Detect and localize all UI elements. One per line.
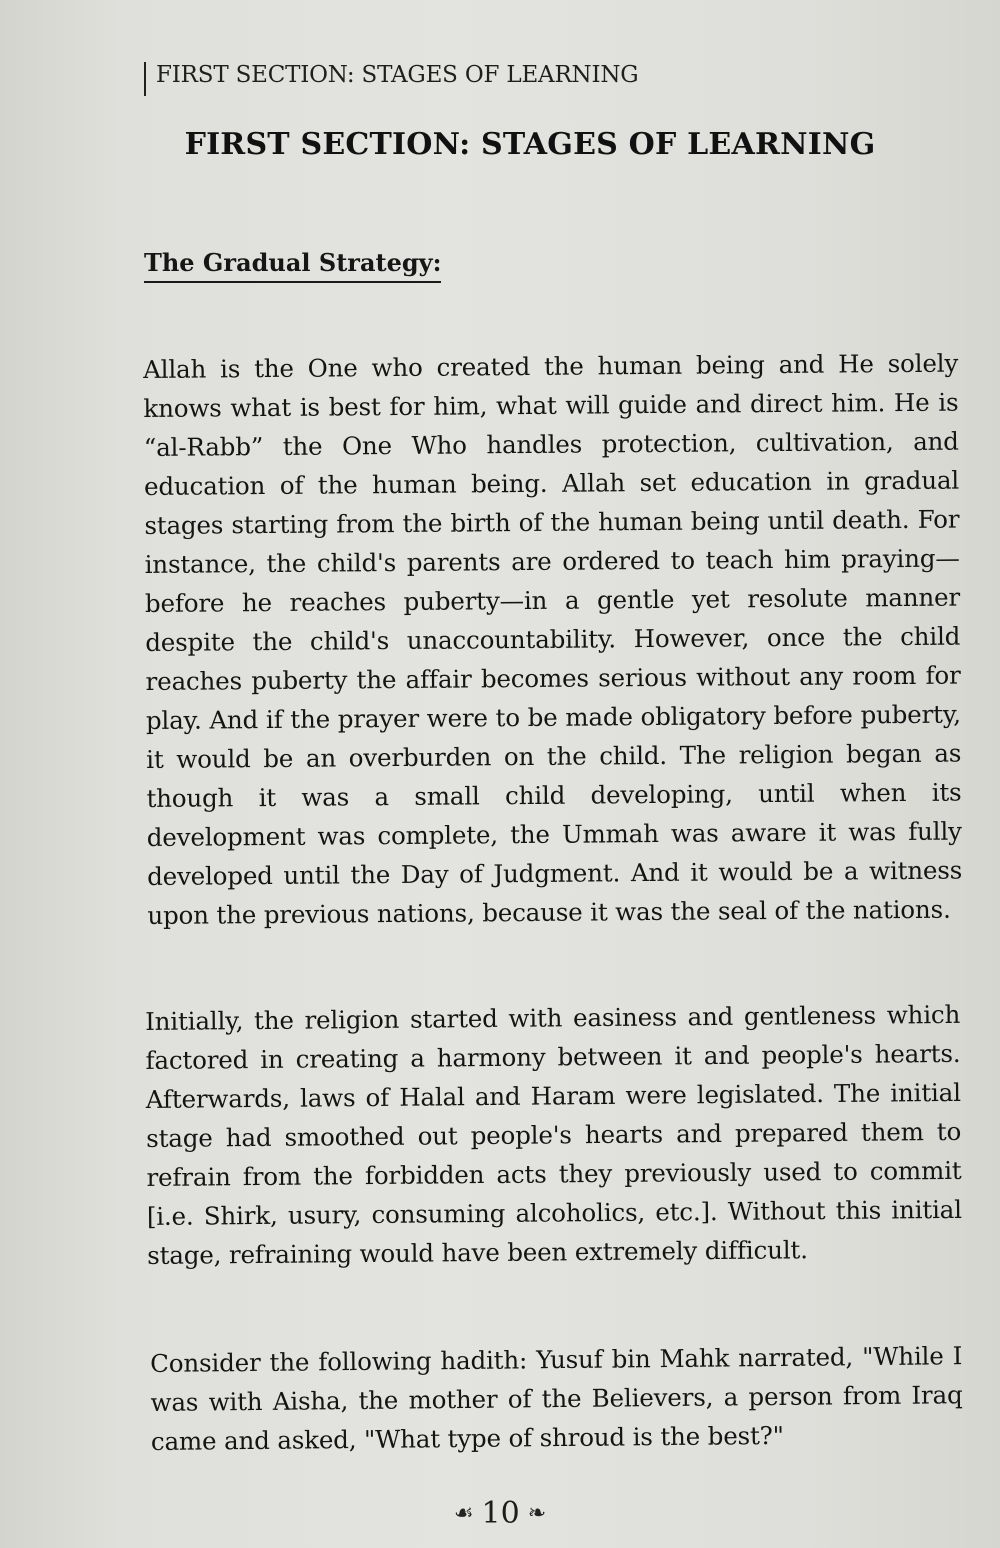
running-header: [144, 54, 638, 96]
page-footer: [0, 1496, 1000, 1531]
paragraph: Initially, the religion started with easiness and gentleness which factored in creating a harmony between it and people's hearts. Afterwards, laws of Halal and Haram were legislated. The initial stage had smoothed out people's hearts and prepared them to refrain from the forbidden acts they previously used to commit [i.e. Shirk, usury, consuming alcoholics, etc.]. Without this initial stage, refraining would have been extremely difficult.: [145, 999, 962, 1270]
paragraph: Allah is the One who created the human being and He solely knows what is best for him, what will guide and direct him. He is “al-Rabb” the One Who handles protection, cultivation, and education of the human being. Allah set education in gradual stages starting from the birth of the human being until death. For instance, the child's parents are ordered to teach him praying—before he reaches puberty—in a gentle yet resolute manner despite the child's unaccountability. However, once the child reaches puberty the affair becomes serious without any room for play. And if the prayer were to be made obligatory before puberty, it would be an overburden on the child. The religion began as though it was a small child developing, until when its development was complete, the Ummah was aware it was fully developed until the Day of Judgment. And it would be a witness upon the previous nations, because it was the seal of the nations.: [143, 348, 963, 930]
page-number: 10: [481, 1496, 520, 1531]
running-header-text: FIRST SECTION: STAGES OF LEARNING: [156, 62, 639, 88]
section-title: FIRST SECTION: STAGES OF LEARNING: [184, 127, 876, 162]
header-divider: [144, 62, 146, 96]
subheading: The Gradual Strategy:: [144, 248, 441, 283]
ornament-right-icon: ❧: [527, 1501, 547, 1526]
ornament-left-icon: ☙: [453, 1501, 474, 1526]
paragraph: Consider the following hadith: Yusuf bin Mahk narrated, "While I was with Aisha, the mother of the Believers, a person from Iraq came and asked, "What type of shroud is the best?": [150, 1341, 963, 1456]
